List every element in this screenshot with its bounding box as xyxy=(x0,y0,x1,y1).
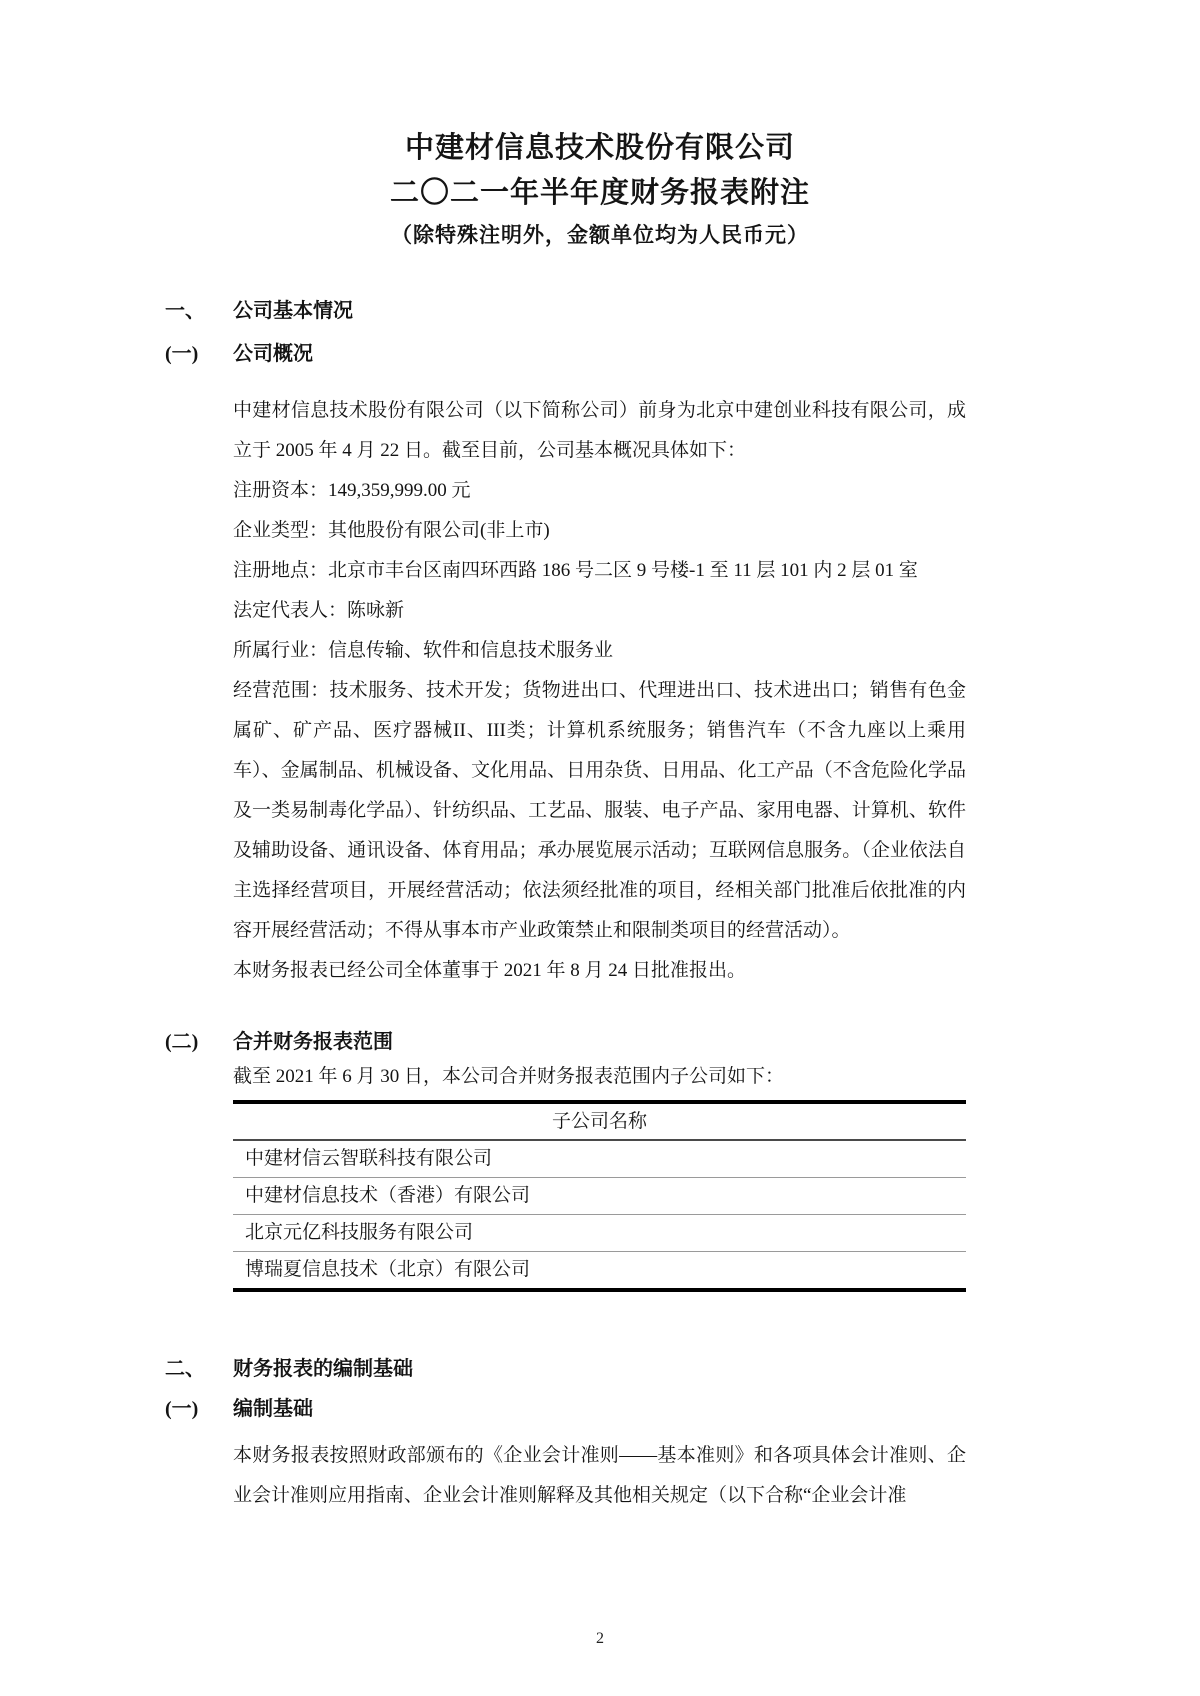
subsection-2-1-heading xyxy=(165,1394,1200,1424)
registered-address-line: 注册地点：北京市丰台区南四环西路 186 号二区 9 号楼-1 至 11 层 101 内 2 层 01 室 xyxy=(233,560,918,581)
subsection-1-1-heading xyxy=(165,339,1200,369)
currency-note: （除特殊注明外，金额单位均为人民币元） xyxy=(391,223,809,247)
subsection-2-1-number: (一) xyxy=(165,1398,199,1420)
page-number: 2 xyxy=(596,1630,604,1647)
approval-line: 本财务报表已经公司全体董事于 2021 年 8 月 24 日批准报出。 xyxy=(233,960,747,981)
table-row: 北京元亿科技服务有限公司 xyxy=(233,1215,966,1252)
preparation-basis-paragraph: 本财务报表按照财政部颁布的《企业会计准则——基本准则》和各项具体会计准则、企业会计准则应用指南、企业会计准则解释及其他相关规定（以下合称“企业会计准 xyxy=(233,1445,966,1506)
subsection-1-2-title: 合并财务报表范围 xyxy=(233,1031,393,1053)
table-row: 博瑞夏信息技术（北京）有限公司 xyxy=(245,1259,531,1280)
section-1-title: 公司基本情况 xyxy=(233,300,353,322)
section-1-number: 一、 xyxy=(165,300,205,322)
subsidiary-table-header: 子公司名称 xyxy=(233,1104,966,1141)
company-overview-body xyxy=(233,391,966,991)
section-2-number: 二、 xyxy=(165,1358,205,1380)
section-1-heading xyxy=(165,296,1200,326)
company-intro-paragraph: 中建材信息技术股份有限公司（以下简称公司）前身为北京中建创业科技有限公司，成立于 2005 年 4 月 22 日。截至目前，公司基本概况具体如下： xyxy=(233,400,966,461)
subsection-2-1-title: 编制基础 xyxy=(233,1398,313,1420)
subsection-1-2-number: (二) xyxy=(165,1031,199,1053)
registered-capital-line: 注册资本：149,359,999.00 元 xyxy=(233,480,471,501)
industry-line: 所属行业：信息传输、软件和信息技术服务业 xyxy=(233,640,614,661)
table-row: 中建材信息技术（香港）有限公司 xyxy=(233,1178,966,1215)
document-header xyxy=(0,0,1200,252)
subsection-1-2-heading xyxy=(165,1027,1200,1057)
enterprise-type-line: 企业类型：其他股份有限公司(非上市) xyxy=(233,520,550,541)
table-row: 中建材信云智联科技有限公司 xyxy=(233,1141,966,1178)
legal-representative-line: 法定代表人：陈咏新 xyxy=(233,600,405,621)
report-title: 二〇二一年半年度财务报表附注 xyxy=(389,177,810,209)
preparation-basis-body xyxy=(233,1436,966,1516)
consolidation-scope-intro: 截至 2021 年 6 月 30 日，本公司合并财务报表范围内子公司如下： xyxy=(233,1066,785,1087)
subsection-1-1-title: 公司概况 xyxy=(233,343,313,365)
section-2-heading xyxy=(165,1354,1200,1384)
subsection-1-1-number: (一) xyxy=(165,343,199,365)
section-2-title: 财务报表的编制基础 xyxy=(233,1358,413,1380)
company-title: 中建材信息技术股份有限公司 xyxy=(404,132,795,164)
subsidiary-table xyxy=(233,1100,966,1292)
business-scope-paragraph: 经营范围：技术服务、技术开发；货物进出口、代理进出口、技术进出口；销售有色金属矿、矿产品、医疗器械II、III类；计算机系统服务；销售汽车（不含九座以上乘用车）、金属制品、机械设备、文化用品、日用杂货、日用品、化工产品（不含危险化学品及一类易制毒化学品）、针纺织品、工艺品、服装、电子产品、家用电器、计算机、软件及辅助设备、通讯设备、体育用品；承办展览展示活动；互联网信息服务。（企业依法自主选择经营项目，开展经营活动；依法须经批准的项目，经相关部门批准后依批准的内容开展经营活动；不得从事本市产业政策禁止和限制类项目的经营活动）。 xyxy=(233,680,966,941)
